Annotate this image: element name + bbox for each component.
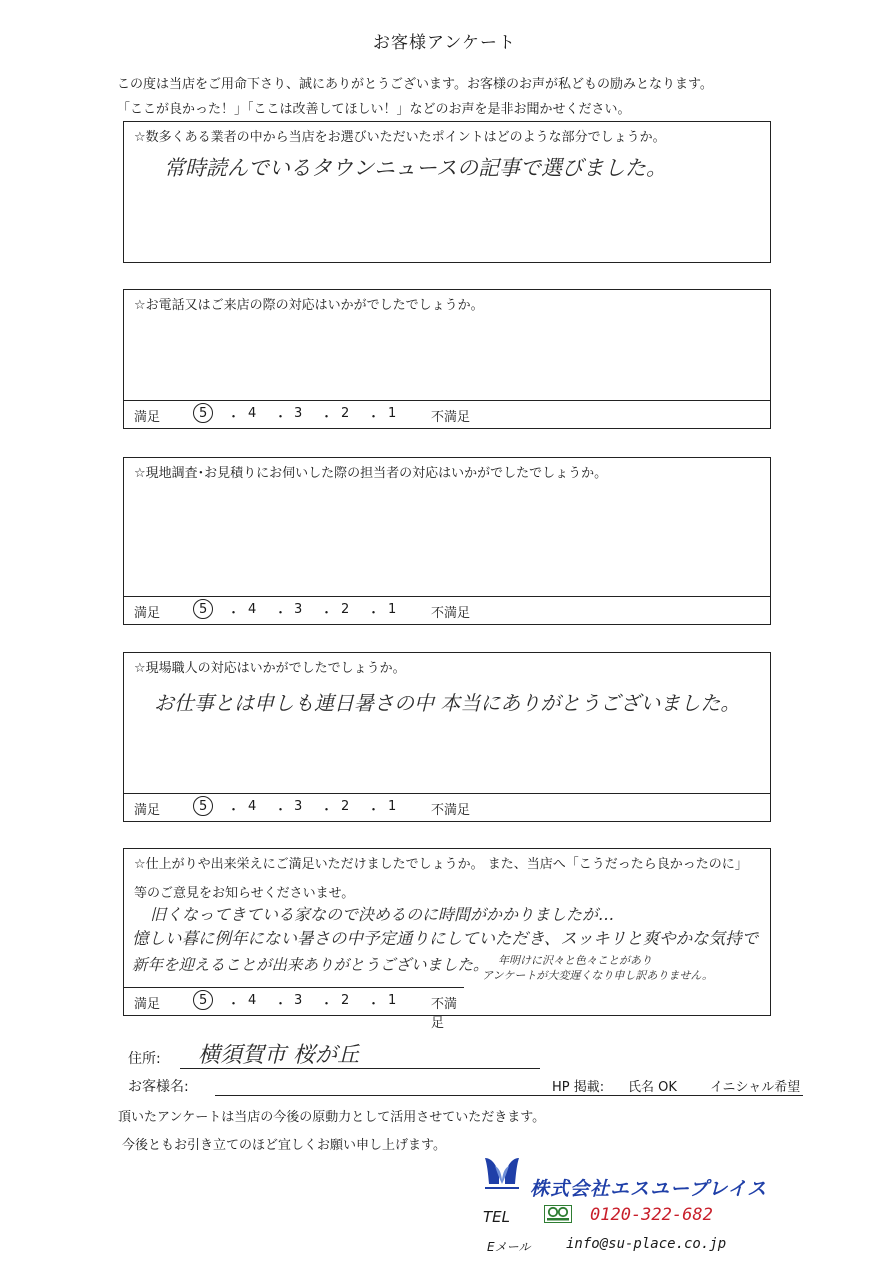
handwritten-answer-line-3: 新年を迎えることが出来ありがとうございました。 [132, 956, 489, 974]
rating-1: 1 [388, 993, 397, 1008]
handwritten-answer: お仕事とは申しも連日暑さの中 本当にありがとうございました。 [154, 691, 741, 715]
rating-5: 5 [199, 406, 208, 421]
rating-5: 5 [199, 799, 208, 814]
question-box-4 [123, 652, 771, 822]
question-label: ☆お電話又はご来店の際の対応はいかがでしたでしょうか。 [134, 298, 484, 313]
address-label: 住所: [128, 1051, 161, 1067]
rating-satisfied-label: 満足 [134, 606, 161, 621]
company-logo [483, 1154, 521, 1194]
question-label-continued: 等のご意見をお知らせくださいませ。 [134, 886, 355, 901]
intro-line-1: この度は当店をご用命下さり、誠にありがとうございます。お客様のお声が私どもの励みとなります。 [117, 77, 713, 92]
rating-5: 5 [199, 993, 208, 1008]
rating-4: 4 [248, 406, 257, 421]
question-label: ☆現場職人の対応はいかがでしたでしょうか。 [134, 661, 406, 676]
rating-satisfied-label: 満足 [134, 803, 161, 818]
hp-label: HP 掲載: [552, 1080, 605, 1095]
rating-separator: ・ [274, 410, 288, 425]
handwritten-answer-line-1: 旧くなってきている家なので決めるのに時間がかかりましたが… [150, 905, 615, 924]
question-box-1 [123, 121, 771, 263]
rating-5: 5 [199, 602, 208, 617]
question-box-3 [123, 457, 771, 625]
handwritten-answer-line-2: 憶しい暮に例年にない暑さの中予定通りにしていただき、スッキリと爽やかな気持で [132, 929, 759, 948]
tel-label: TEL [483, 1208, 510, 1226]
address-underline [180, 1068, 540, 1069]
rating-separator: ・ [227, 803, 241, 818]
customer-name-underline [215, 1095, 803, 1096]
rating-dissatisfied-label: 不満足 [431, 803, 471, 818]
email-label: Eメール [487, 1240, 531, 1254]
company-name: 株式会社エスユープレイス [530, 1178, 768, 1200]
rating-separator: ・ [274, 606, 288, 621]
rating-scale [124, 987, 464, 1031]
rating-separator: ・ [227, 606, 241, 621]
rating-separator: ・ [320, 803, 334, 818]
handwritten-answer: 常時読んでいるタウンニュースの記事で選びました。 [164, 156, 667, 180]
rating-3: 3 [294, 406, 303, 421]
rating-3: 3 [294, 602, 303, 617]
rating-separator: ・ [367, 606, 381, 621]
rating-3: 3 [294, 993, 303, 1008]
question-label: ☆仕上がりや出来栄えにご満足いただけましたでしょうか。 また、当店へ「こうだったら良かったのに」 [134, 857, 748, 872]
rating-4: 4 [248, 993, 257, 1008]
closing-line-1: 頂いたアンケートは当店の今後の原動力として活用させていただきます。 [118, 1110, 546, 1125]
rating-separator: ・ [367, 803, 381, 818]
question-label: ☆現地調査･お見積りにお伺いした際の担当者の対応はいかがでしたでしょうか。 [134, 466, 608, 481]
intro-line-2: 「ここが良かった！」「ここは改善してほしい！」などのお声を是非お聞かせください。 [117, 102, 631, 117]
customer-name-label: お客様名: [128, 1079, 189, 1095]
rating-dissatisfied-label: 不満足 [431, 606, 471, 621]
rating-scale [124, 793, 770, 821]
question-box-2 [123, 289, 771, 429]
hp-option-initials: イニシャル希望 [710, 1080, 801, 1095]
tel-number: 0120-322-682 [590, 1205, 713, 1225]
rating-scale [124, 400, 770, 428]
rating-satisfied-label: 満足 [134, 997, 161, 1012]
rating-3: 3 [294, 799, 303, 814]
rating-separator: ・ [274, 997, 288, 1012]
handwritten-note-line-1: 年明けに沢々と色々ことがあり [498, 954, 652, 967]
rating-1: 1 [388, 406, 397, 421]
rating-2: 2 [341, 406, 350, 421]
rating-separator: ・ [227, 410, 241, 425]
rating-separator: ・ [367, 997, 381, 1012]
question-label: ☆数多くある業者の中から当店をお選びいただいたポイントはどのような部分でしょうか。 [134, 130, 666, 145]
rating-dissatisfied-label: 不満足 [431, 997, 458, 1031]
freedial-icon [544, 1205, 572, 1223]
rating-separator: ・ [227, 997, 241, 1012]
address-value: 横須賀市 桜が丘 [198, 1043, 359, 1068]
handwritten-note-line-2: アンケートが大変遅くなり申し訳ありません。 [482, 969, 713, 982]
rating-separator: ・ [367, 410, 381, 425]
rating-2: 2 [341, 799, 350, 814]
question-box-5 [123, 848, 771, 1031]
hp-option-name-ok: 氏名 OK [628, 1080, 677, 1095]
rating-satisfied-label: 満足 [134, 410, 161, 425]
rating-dissatisfied-label: 不満足 [431, 410, 471, 425]
closing-line-2: 今後ともお引き立てのほど宜しくお願い申し上げます。 [122, 1138, 446, 1153]
survey-title: お客様アンケート [373, 33, 516, 53]
rating-separator: ・ [320, 410, 334, 425]
rating-4: 4 [248, 602, 257, 617]
rating-separator: ・ [274, 803, 288, 818]
rating-2: 2 [341, 993, 350, 1008]
rating-1: 1 [388, 799, 397, 814]
rating-4: 4 [248, 799, 257, 814]
rating-scale [124, 596, 770, 624]
rating-separator: ・ [320, 606, 334, 621]
email-address: info@su-place.co.jp [566, 1236, 727, 1252]
rating-separator: ・ [320, 997, 334, 1012]
rating-2: 2 [341, 602, 350, 617]
rating-1: 1 [388, 602, 397, 617]
